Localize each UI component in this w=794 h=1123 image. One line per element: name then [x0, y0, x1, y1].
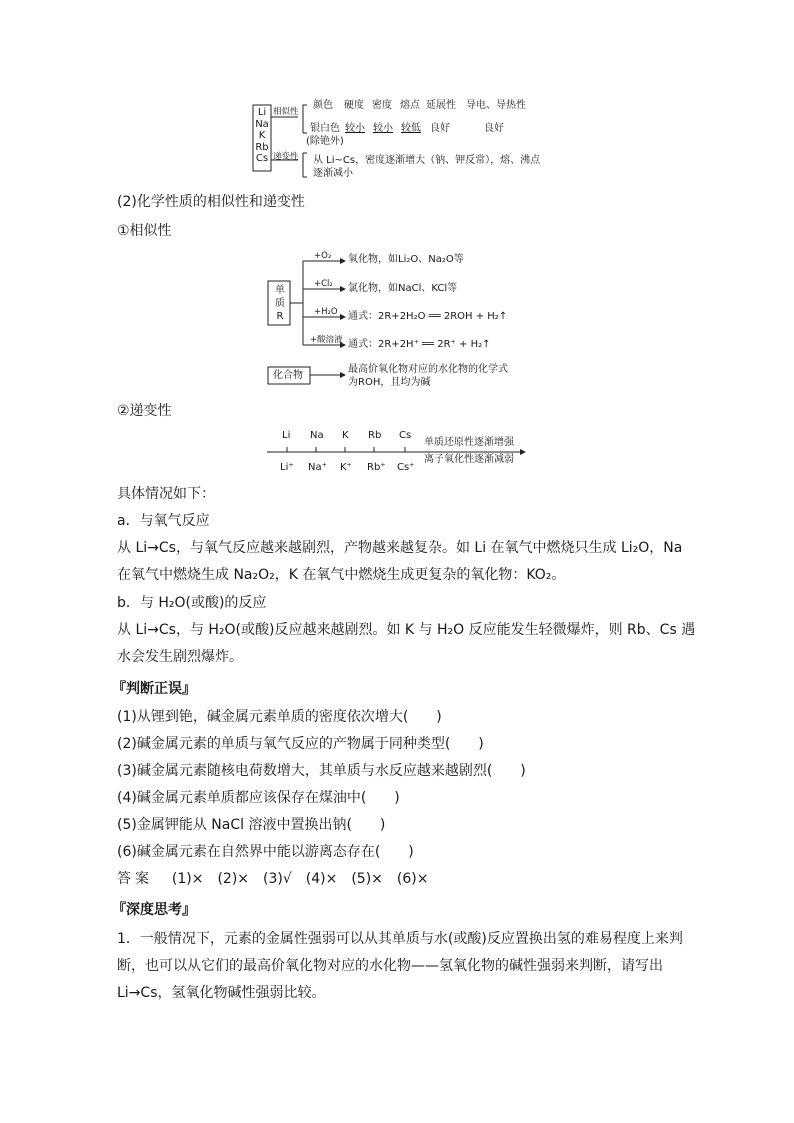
judge-item-3: (3)碱金属元素随核电荷数增大，其单质与水反应越来越剧烈( ): [117, 763, 526, 779]
deep-question-line-3: Li→Cs，氢氧化物碱性强弱比较。: [117, 985, 326, 1001]
judge-item-1: (1)从锂到铯，碱金属元素单质的密度依次增大( ): [117, 709, 442, 725]
detail-intro: 具体情况如下：: [117, 486, 215, 502]
result-chloride: 氯化物，如NaCl、KCl等: [348, 283, 458, 294]
section-2-title: (2)化学性质的相似性和递变性: [117, 194, 305, 210]
bottom-rb: Rb⁺: [367, 462, 386, 473]
element-k: K: [258, 130, 266, 141]
similarity-label: 相似性: [273, 107, 299, 117]
element-rb: Rb: [255, 141, 269, 153]
value-color: 银白色: [310, 123, 340, 134]
arrow-bottom-label: 离子氧化性逐渐减弱: [424, 454, 514, 465]
value-ductility: 良好: [430, 123, 450, 134]
a-body-line-2: 在氧气中燃烧生成 Na₂O₂，K 在氧气中燃烧生成更复杂的氧化物：KO₂。: [117, 567, 566, 583]
reagent-acid: +酸溶液: [310, 335, 343, 345]
value-conductivity: 良好: [484, 123, 504, 134]
compound-label: 化合物: [273, 370, 303, 381]
element-list: [255, 107, 269, 165]
answer-text: (1)× (2)× (3)√ (4)× (5)× (6)×: [171, 871, 429, 887]
arrow-top-label: 单质还原性逐渐增强: [424, 437, 514, 448]
value-hardness: 较小: [345, 123, 365, 134]
judge-item-5: (5)金属钾能从 NaCl 溶液中置换出钠( ): [117, 817, 386, 833]
header-density: 密度: [372, 100, 392, 111]
answer-row: [117, 869, 428, 889]
top-k: K: [342, 430, 349, 441]
similarity-title: ①相似性: [117, 223, 172, 239]
header-melting: 熔点: [400, 100, 420, 111]
header-ductility: 延展性: [426, 100, 456, 111]
judge-item-4: (4)碱金属元素单质都应该保存在煤油中( ): [117, 790, 400, 806]
element-r-box: [273, 284, 287, 323]
gradient-line-1: 从 Li~Cs，密度逐渐增大（钠、钾反常），熔、沸点: [313, 155, 541, 166]
compound-line-1: 最高价氧化物对应的水化物的化学式: [348, 364, 508, 375]
bottom-li: Li⁺: [280, 462, 294, 473]
gradient-line-2: 逐渐减小: [313, 168, 353, 179]
compound-line-2: 为ROH，且均为碱: [348, 377, 431, 388]
element-cs: Cs: [255, 153, 269, 164]
top-na: Na: [310, 430, 324, 441]
header-hardness: 硬度: [344, 100, 364, 111]
gradient-label: 递变性: [273, 152, 299, 162]
box-char-1: 单: [275, 285, 285, 296]
top-rb: Rb: [368, 430, 382, 441]
element-li: Li: [257, 107, 267, 118]
top-li: Li: [282, 430, 291, 441]
deep-question-line-1: 1．一般情况下，元素的金属性强弱可以从其单质与水(或酸)反应置换出氢的难易程度上来判: [117, 931, 683, 947]
top-cs: Cs: [399, 430, 412, 441]
bottom-cs: Cs⁺: [397, 462, 415, 473]
value-melting: 较低: [401, 123, 421, 134]
result-water: 通式：2R+2H₂O ══ 2ROH + H₂↑: [348, 311, 508, 322]
result-acid: 通式：2R+2H⁺ ══ 2R⁺ + H₂↑: [348, 339, 491, 350]
reagent-cl2: +Cl₂: [314, 279, 333, 289]
header-conductivity: 导电、导热性: [466, 100, 526, 111]
answer-label: 答案: [117, 871, 153, 887]
bottom-na: Na⁺: [308, 462, 327, 473]
deep-question-line-2: 断，也可以从它们的最高价氧化物对应的水化物——氢氧化物的碱性强弱来判断，请写出: [117, 958, 663, 974]
header-color: 颜色: [313, 100, 333, 111]
box-char-2: 质: [275, 298, 285, 309]
judge-title: 『 判断正误 』: [112, 679, 196, 699]
element-na: Na: [255, 118, 269, 130]
reagent-o2: +O₂: [314, 251, 332, 261]
deep-title: 『 深度思考 』: [112, 900, 196, 920]
b-title: b．与 H₂O(或酸)的反应: [117, 595, 267, 611]
judge-item-6: (6)碱金属元素在自然界中能以游离态存在( ): [117, 844, 414, 860]
b-body-line-2: 水会发生剧烈爆炸。: [117, 649, 243, 665]
b-body-line-1: 从 Li→Cs，与 H₂O(或酸)反应越来越剧烈。如 K 与 H₂O 反应能发生轻微爆炸，则 Rb、Cs 遇: [117, 622, 696, 638]
color-note: (除铯外): [306, 136, 344, 147]
bottom-k: K⁺: [340, 462, 352, 473]
box-char-3: R: [276, 311, 284, 322]
a-title: a．与氧气反应: [117, 513, 210, 529]
judge-item-2: (2)碱金属元素的单质与氧气反应的产物属于同种类型( ): [117, 736, 484, 752]
a-body-line-1: 从 Li→Cs，与氧气反应越来越剧烈，产物越来越复杂。如 Li 在氧气中燃烧只生成 Li₂O，Na: [117, 540, 683, 556]
value-density: 较小: [373, 123, 393, 134]
reagent-h2o: +H₂O: [314, 307, 338, 317]
gradient-title: ②递变性: [117, 403, 172, 419]
result-oxide: 氧化物，如Li₂O、Na₂O等: [348, 254, 464, 265]
